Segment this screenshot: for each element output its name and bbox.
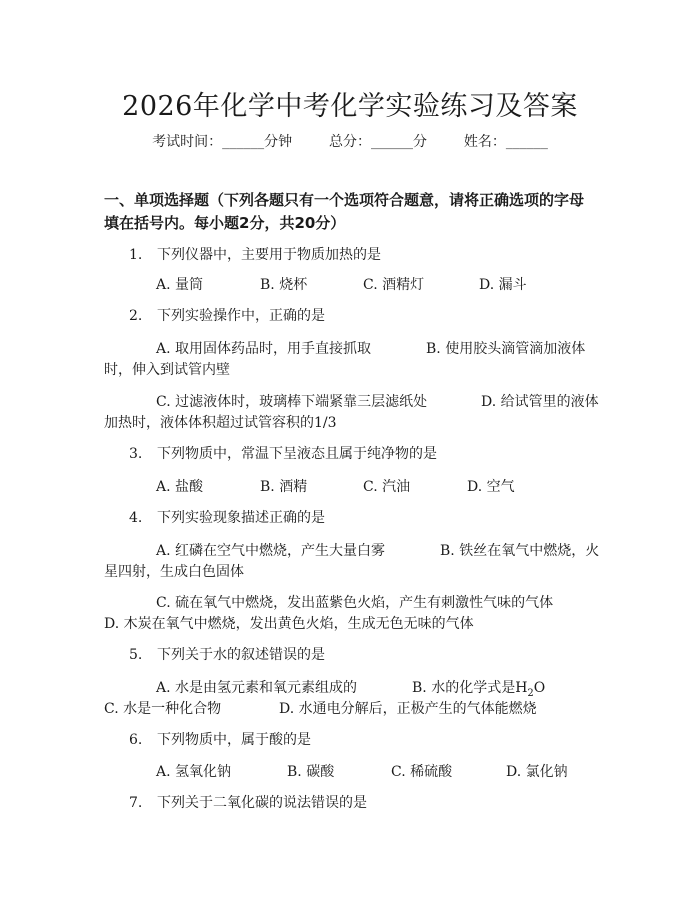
option-a: A. 取用固体药品时，用手直接抓取 [156,341,372,357]
option-d: D. 给试管里的液体 [481,394,599,410]
time-unit: 分钟 [264,134,293,150]
option-b: B. 酒精 [260,479,308,495]
option-d: D. 水通电分解后，正极产生的气体能燃烧 [279,701,537,717]
option-a: A. 氢氧化钠 [156,764,232,780]
section-heading: 一、单项选择题（下列各题只有一个选项符合题意，请将正确选项的字母填在括号内。每小题2分，共20分） [104,191,585,232]
question-stem: 下列实验现象描述正确的是 [157,510,325,526]
option-a: A. 红磷在空气中燃烧，产生大量白雾 [156,543,386,559]
subscript: 2 [527,687,534,699]
option-a: A. 盐酸 [156,479,204,495]
question-2 [129,306,325,326]
question-4 [129,508,325,528]
question-number: 4. [129,510,143,526]
question-6 [129,730,311,750]
time-blank: ______ [222,134,265,150]
question-number: 3. [129,446,143,462]
option-b-cont: 时，伸入到试管内壁 [104,362,230,378]
option-c: C. 过滤液体时，玻璃棒下端紧靠三层滤纸处 [156,394,428,410]
option-b-end: O [533,680,546,696]
option-c: C. 稀硫酸 [391,764,453,780]
question-1 [129,245,381,265]
question-stem: 下列关于水的叙述错误的是 [157,647,325,663]
option-c: C. 硫在氧气中燃烧，发出蓝紫色火焰，产生有刺激性气味的气体 [156,595,554,611]
option-b: B. 使用胶头滴管滴加液体 [426,341,586,357]
question-5 [129,645,325,665]
question-number: 2. [129,308,143,324]
question-6-options [156,762,568,782]
option-b-text: B. 水的化学式是H [412,680,528,696]
name-blank: ______ [505,134,548,150]
question-1-options [156,275,527,295]
question-number: 5. [129,647,143,663]
option-c: C. 汽油 [363,479,411,495]
question-number: 7. [129,795,143,811]
question-number: 6. [129,732,143,748]
score-unit: 分 [413,134,427,150]
option-a: A. 水是由氢元素和氧元素组成的 [156,680,358,696]
option-c: C. 酒精灯 [363,277,425,293]
name-label: 姓名： [463,134,506,150]
question-stem: 下列物质中，属于酸的是 [157,732,311,748]
question-number: 1. [129,247,143,263]
page-title: 2026年化学中考化学实验练习及答案 [122,91,578,122]
option-d-cont: 加热时，液体体积超过试管容积的1/3 [104,415,337,431]
option-d: D. 漏斗 [479,277,527,293]
question-3 [129,444,437,464]
option-b: B. 碳酸 [287,764,335,780]
option-c: C. 水是一种化合物 [104,701,222,717]
exam-meta [0,131,700,151]
question-stem: 下列仪器中，主要用于物质加热的是 [157,247,381,263]
option-b-cont: 星四射，生成白色固体 [104,564,244,580]
question-7 [129,793,367,813]
option-b: B. 烧杯 [260,277,308,293]
score-label: 总分： [329,134,371,150]
option-d: D. 氯化钠 [506,764,568,780]
question-3-options [156,477,515,497]
option-d: D. 空气 [467,479,515,495]
question-stem: 下列关于二氧化碳的说法错误的是 [157,795,367,811]
question-stem: 下列实验操作中，正确的是 [157,308,325,324]
option-d: D. 木炭在氧气中燃烧，发出黄色火焰，生成无色无味的气体 [104,616,474,632]
question-stem: 下列物质中，常温下呈液态且属于纯净物的是 [157,446,437,462]
score-blank: ______ [371,134,413,150]
option-b: B. 铁丝在氧气中燃烧，火 [440,543,600,559]
option-a: A. 量筒 [156,277,204,293]
time-label: 考试时间： [152,134,223,150]
